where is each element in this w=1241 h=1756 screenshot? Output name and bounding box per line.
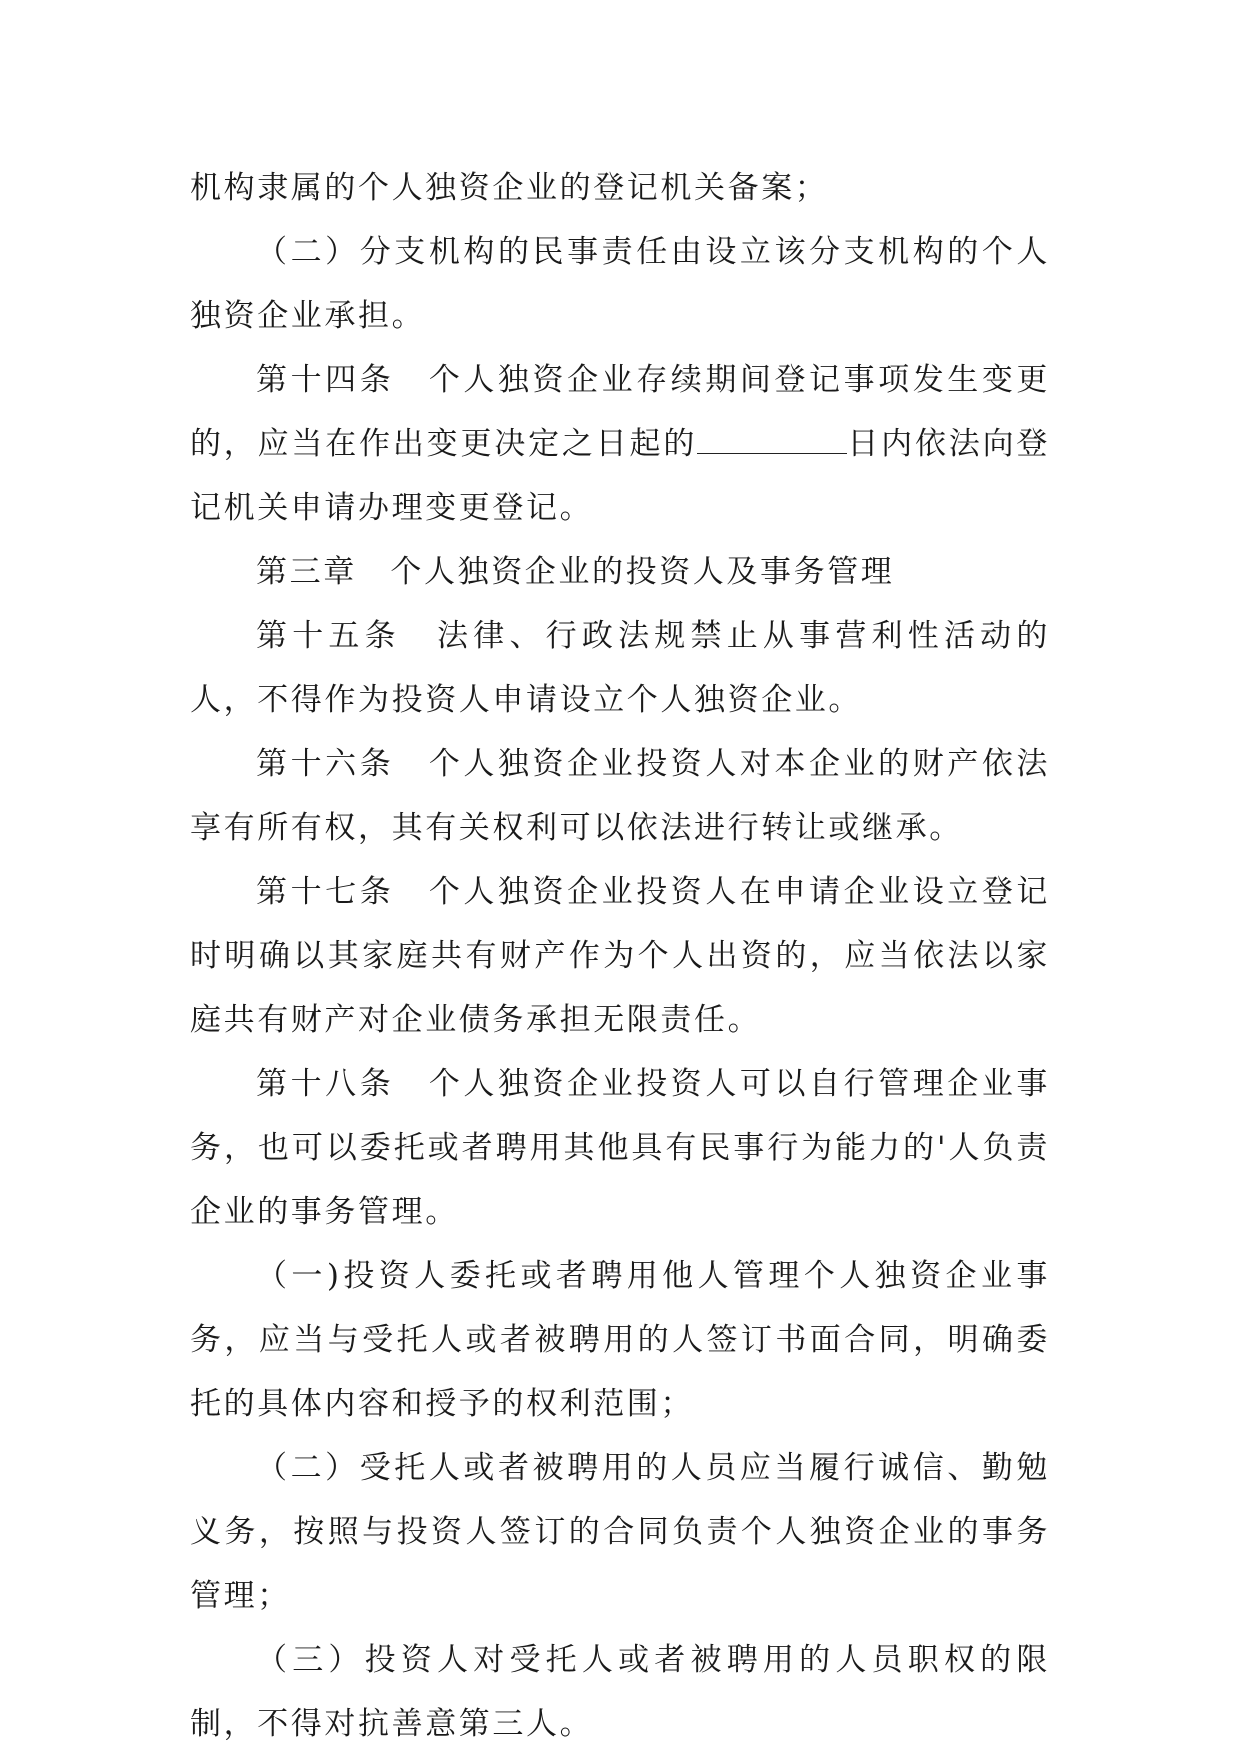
paragraph-article-18: 第十八条 个人独资企业投资人可以自行管理企业事务，也可以委托或者聘用其他具有民事行为能力的'人负责企业的事务管理。 <box>190 1066 1050 1230</box>
paragraph-article-17: 第十七条 个人独资企业投资人在申请企业设立登记时明确以其家庭共有财产作为个人出资的，应当依法以家庭共有财产对企业债务承担无限责任。 <box>190 874 1050 1038</box>
paragraph-article-18-item-2: （二）受托人或者被聘用的人员应当履行诚信、勤勉义务，按照与投资人签订的合同负责个人独资企业的事务管理； <box>190 1450 1050 1614</box>
article-14-text-after: 日内依法向登记机关申请办理变更登记。 <box>190 426 1050 526</box>
article-14-text-before: 第十四条 个人独资企业存续期间登记事项发生变更的，应当在作出变更决定之日起的 <box>190 362 1050 462</box>
paragraph-article-18-item-1: （一)投资人委托或者聘用他人管理个人独资企业事务，应当与受托人或者被聘用的人签订书面合同，明确委托的具体内容和授予的权利范围； <box>190 1258 1050 1422</box>
paragraph-article-18-item-3: （三）投资人对受托人或者被聘用的人员职权的限制，不得对抗善意第三人。 <box>190 1642 1050 1742</box>
paragraph-filing: 机构隶属的个人独资企业的登记机关备案； <box>190 170 829 206</box>
paragraph-article-15: 第十五条 法律、行政法规禁止从事营利性活动的人，不得作为投资人申请设立个人独资企业。 <box>190 618 1050 718</box>
paragraph-article-16: 第十六条 个人独资企业投资人对本企业的财产依法享有所有权，其有关权利可以依法进行转让或继承。 <box>190 746 1050 846</box>
chapter-3-heading: 第三章 个人独资企业的投资人及事务管理 <box>256 554 895 590</box>
paragraph-article-14 <box>190 348 1050 540</box>
document-body <box>190 156 1050 1756</box>
paragraph-branch-liability: （二）分支机构的民事责任由设立该分支机构的个人独资企业承担。 <box>190 234 1050 334</box>
fill-in-blank <box>697 427 847 454</box>
